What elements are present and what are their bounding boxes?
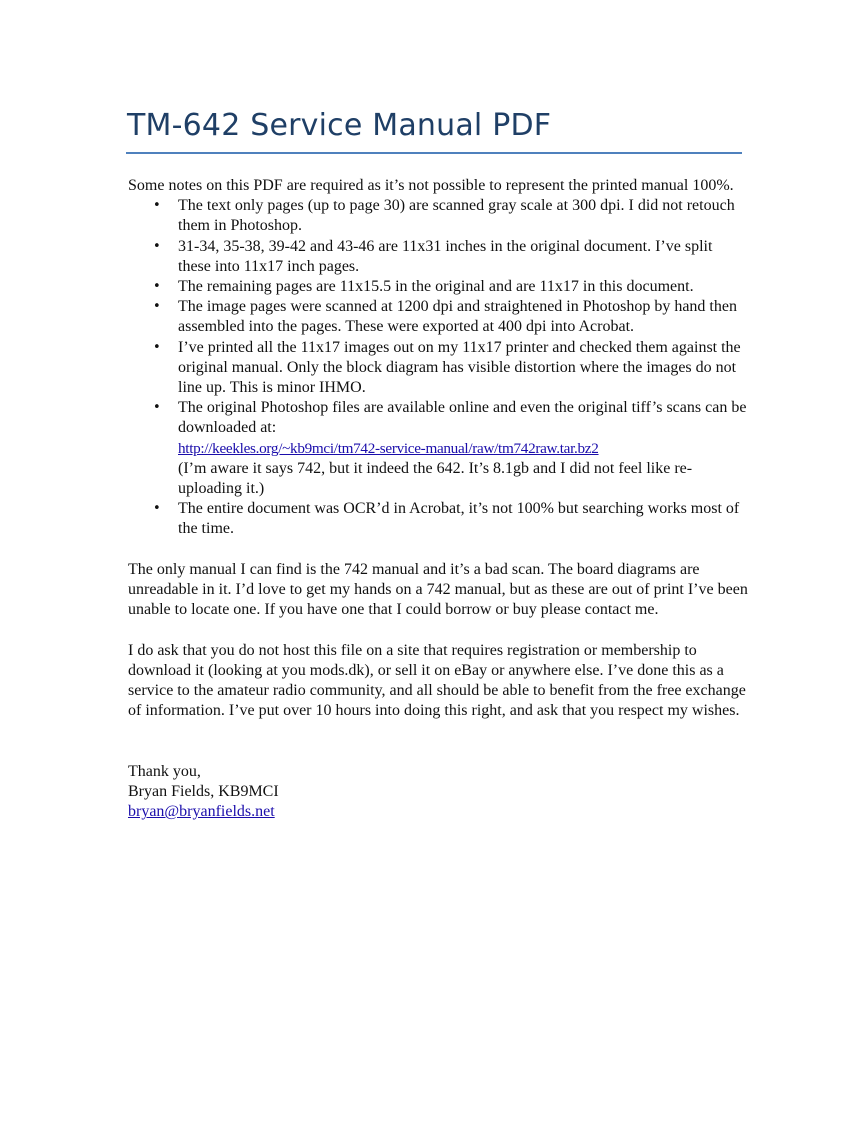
- list-item: [153, 297, 748, 337]
- bullet-icon: •: [153, 339, 161, 355]
- list-item: [153, 338, 748, 399]
- list-item-text: I’ve printed all the 11x17 images out on my 11x17 printer and checked them against the original manual. Only the block diagram has visible distortion where the images do not line up. This is minor IHMO.: [178, 338, 741, 397]
- bullet-icon: •: [153, 238, 161, 254]
- paragraph-spacer: [128, 721, 748, 761]
- email-link[interactable]: bryan@bryanfields.net: [128, 803, 275, 821]
- title-underline-rule: [126, 152, 742, 154]
- paragraph-manual-request: The only manual I can find is the 742 manual and it’s a bad scan. The board diagrams are unreadable in it. I’d love to get my hands on a 742 manual, but as these are out of print I’ve been unable to locate one. If you have one that I could borrow or buy please contact me.: [128, 560, 748, 619]
- list-item-text: The text only pages (up to page 30) are scanned gray scale at 300 dpi. I did not retouch them in Photoshop.: [178, 197, 735, 235]
- list-item: [153, 237, 748, 277]
- document-title: TM-642 Service Manual PDF: [127, 108, 552, 143]
- signature-block: [128, 762, 748, 823]
- bullet-icon: •: [153, 299, 161, 315]
- signature-closing: Thank you,: [128, 762, 201, 780]
- signature-name: Bryan Fields, KB9MCI: [128, 783, 279, 801]
- list-item-text: 31-34, 35-38, 39-42 and 43-46 are 11x31 inches in the original document. I’ve split these into 11x17 inch pages.: [178, 237, 713, 275]
- bullet-icon: •: [153, 198, 161, 214]
- list-item-text: The original Photoshop files are available online and even the original tiff’s scans can be downloaded at:: [178, 399, 747, 437]
- intro-paragraph: Some notes on this PDF are required as it’s not possible to represent the printed manual 100%.: [128, 177, 734, 194]
- notes-list: [128, 196, 748, 539]
- download-link[interactable]: http://keekles.org/~kb9mci/tm742-service-manual/raw/tm742raw.tar.bz2: [178, 439, 599, 457]
- paragraph-spacer: [128, 540, 748, 560]
- list-item-text: The remaining pages are 11x15.5 in the original and are 11x17 in this document.: [178, 278, 694, 296]
- document-body: [128, 176, 748, 822]
- list-item: [153, 398, 748, 499]
- paragraph-hosting-request: I do ask that you do not host this file on a site that requires registration or membership to download it (looking at you mods.dk), or sell it on eBay or anywhere else. I’ve done this as a service to the amateur radio community, and all should be able to benefit from the free exchange of information. I’ve put over 10 hours into doing this right, and ask that you respect my wishes.: [128, 641, 746, 720]
- list-item: [153, 277, 748, 297]
- list-item: [153, 499, 748, 539]
- list-item-text: (I’m aware it says 742, but it indeed the 642. It’s 8.1gb and I did not feel like re-uploading it.): [178, 459, 693, 498]
- list-item: [153, 196, 748, 236]
- list-item-text: The image pages were scanned at 1200 dpi and straightened in Photoshop by hand then assembled into the pages. These were exported at 400 dpi into Acrobat.: [178, 298, 737, 336]
- paragraph-spacer: [128, 620, 748, 640]
- bullet-icon: •: [153, 400, 161, 416]
- bullet-icon: •: [153, 279, 161, 295]
- bullet-icon: •: [153, 501, 161, 517]
- list-item-text: The entire document was OCR’d in Acrobat, it’s not 100% but searching works most of the time.: [178, 500, 740, 538]
